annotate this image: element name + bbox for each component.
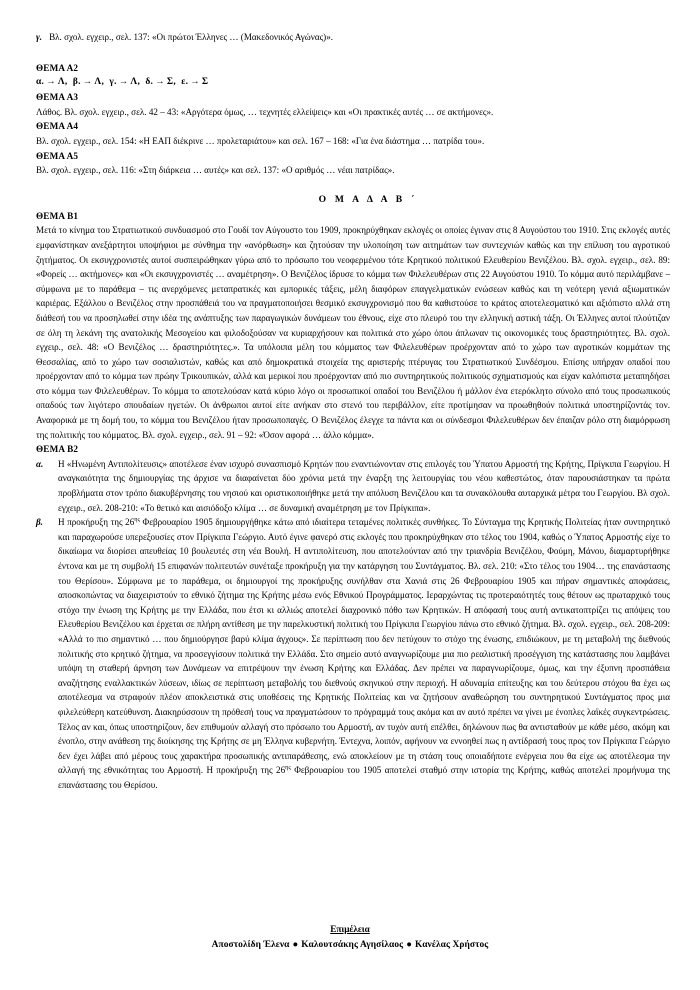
answer-item-gamma bbox=[36, 30, 670, 45]
a2-pair-2: γ. → Λ, bbox=[109, 77, 146, 88]
answer-item-marker: γ. bbox=[36, 32, 43, 42]
bullet-separator-icon: ● bbox=[406, 940, 412, 950]
section-text-a3: Λάθος. Βλ. σχολ. εγχειρ., σελ. 42 – 43: «Αργότερα όμως, … τεχνητές ελλείψεις» και «Οι πρακτικές αυτές … σε ακτήμονες». bbox=[36, 106, 494, 117]
a2-label-4: ε. bbox=[181, 77, 189, 88]
footer-name-1: Καλουτσάκης Αγησίλαος bbox=[301, 940, 404, 950]
section-heading-a3: ΘΕΜΑ Α3 bbox=[36, 92, 79, 103]
list-item-b2-alpha bbox=[36, 457, 670, 515]
section-heading-a2: ΘΕΜΑ Α2 bbox=[36, 62, 79, 73]
a2-value-1: Λ bbox=[94, 77, 102, 88]
a2-label-1: β. bbox=[72, 77, 81, 88]
footer-name-2: Κανέλας Χρήστος bbox=[415, 940, 489, 950]
a2-value-4: Σ bbox=[201, 77, 209, 88]
document-body bbox=[36, 30, 670, 793]
a2-pair-0: α. → Λ, bbox=[36, 77, 73, 88]
list-item-text bbox=[58, 515, 670, 792]
list-item-marker: β. bbox=[36, 517, 43, 528]
a2-label-3: δ. bbox=[145, 77, 154, 88]
spacer bbox=[36, 45, 670, 61]
arrow-icon: → bbox=[46, 77, 56, 88]
section-text-b1: Μετά το κίνημα του Στρατιωτικού συνδυασμού στο Γουδί τον Αύγουστο του 1909, προκηρύχθηκαν εκλογές οι οποίες έγιναν στις 8 Αυγούστου του 1910. Στις εκλογές αυτές εμφανίστηκαν ανεξάρτητοι υποψήφιοι με σύνθημα την «ανόρθωση» και ζητούσαν την υλοποίηση των αιτημάτων των συντεχνιών καθώς και την επίλυση του αγροτικού ζητήματος. Οι εκσυγχρονιστές αυτοί συσπειρώθηκαν γύρω από το πρόσωπο του νεοφερμένου τότε Κρητικού πολιτικού Ελευθερίου Βενιζέλου. Βλ. σχολ. εγχειρ., σελ. 89: «Φορείς … ακτήμονες» και «Οι εκσυγχρονιστές … αναμέτρηση». Ο Βενιζέλος ίδρυσε το κόμμα των Φιλελευθέρων στις 22 Αυγούστου 1910. Το κόμμα αυτό περιλάμβανε – σύμφωνα με το παράθεμα – τις ανερχόμενες μεταπρατικές και εμπορικές τάξεις, μέλη διαφόρων επαγγελματικών ενώσεων καθώς και τη νεότερη γενιά αξιωματικών καριέρας. Εξάλλου ο Βενιζέλος στην προσπάθειά του να πραγματοποιήσει θεσμικό εκσυγχρονισμό που θα καθιστούσε το κράτος αποτελεσματικό και αξιόπιστο αλλά στη διάθεσή του να προσηλωθεί στην ιδέα της ανάπτυξης των παραγωγικών δυνάμεων του έθνους, είχε στο πλευρό του την ελληνική αστική τάξη. Οι Έλληνες αυτοί πλούτιζαν σε όλη τη λεκάνη της ανατολικής Μεσογείου και φιλοδοξούσαν να κυριαρχήσουν και πολιτικά στο χώρο όπου άπλωναν τις οικονομικές τους δραστηριότητες. Βλ. σχολ. εγχειρ., σελ. 48: «Ο Βενιζέλος … δραστηριότητες.». Τα υπόλοιπα μέλη του κόμματος των Φιλελευθέρων προέρχονταν από το χώρο των αγροτικών κομμάτων της Θεσσαλίας, από το χώρο των σοσιαλιστών, καθώς και από δημοκρατικά στοιχεία της αριστερής πτέρυγας του Στρατιωτικού Συνδέσμου. Επίσης υπήρχαν οπαδοί που προέρχονταν από το κόμμα των πρώην Τρικουπικών, αλλά και μερικοί που προέρχονταν από πιο συντηρητικούς πολιτικούς σχηματισμούς και είχαν καλόπιστα μεταπηδήσει στο κόμμα των Φιλελευθέρων. Το κόμμα το αποτελούσαν κατά κύριο λόγο οι προσωπικοί οπαδοί του Βενιζέλου ή μάλλον ένα ετερόκλητο σύνολο από τους προσωπικούς οπαδούς των λιγότερο σπουδαίων ηγετών. Οι άνθρωποι αυτοί είτε ανήκαν στο στενό του περιβάλλον, είτε προτίμησαν να προωθηθούν πολιτικά υποστηρίζοντάς τον. Αναφορικά με τη δομή του, το κόμμα του Βενιζέλου ήταν προσωποπαγές. Ο Βενιζέλος έλεγχε τα πάντα και οι σύνδεσμοι Φιλελευθέρων δεν έπαιζαν ρόλο στη διαμόρφωση της πολιτικής του κόμματος. Βλ. σχολ. εγχειρ., σελ. 91 – 92: «Όσον αφορά … άλλο κόμμα». bbox=[36, 225, 670, 440]
bullet-separator-icon: ● bbox=[292, 940, 299, 950]
a2-pair-4 bbox=[181, 77, 208, 87]
spacer bbox=[36, 178, 670, 194]
arrow-icon: → bbox=[118, 77, 129, 88]
footer-names bbox=[0, 937, 700, 953]
section-heading-b1: ΘΕΜΑ Β1 bbox=[36, 210, 79, 221]
answer-row-a2 bbox=[36, 75, 670, 90]
answer-item-text: Βλ. σχολ. εγχειρ., σελ. 137: «Οι πρώτοι Έλληνες … (Μακεδονικός Αγώνας)». bbox=[49, 32, 334, 42]
arrow-icon: → bbox=[190, 77, 200, 88]
section-heading-b2: ΘΕΜΑ Β2 bbox=[36, 444, 79, 455]
footer-name-0: Αποστολίδη Έλενα bbox=[211, 940, 290, 950]
a2-value-3: Σ bbox=[166, 77, 174, 88]
a2-label-2: γ. bbox=[109, 77, 117, 88]
footer-title: Επιμέλεια bbox=[330, 924, 370, 934]
section-text-a5: Βλ. σχολ. εγχειρ., σελ. 116: «Στη διάρκεια … αυτές» και σελ. 137: «Ο αριθμός … νέαι πατρίδας». bbox=[36, 165, 395, 176]
section-heading-a5: ΘΕΜΑ Α5 bbox=[36, 150, 79, 161]
arrow-icon: → bbox=[82, 77, 93, 88]
list-item-text: Η «Ηνωμένη Αντιπολίτευσις» αποτέλεσε έναν ισχυρό συνασπισμό Κρητών που εναντιώνονταν στις επιλογές του Ύπατου Αρμοστή της Κρήτης, Πρίγκιπα Γεωργίου. Η αναγκαιότητα της δημιουργίας της άρχισε να διαφαίνεται δύο χρόνια μετά την έναρξη της λειτουργίας του νέου καθεστώτος, όταν παρουσιάστηκαν τα πρώτα προβλήματα στον τρόπο διακυβέρνησης του νησιού και οριστικοποιήθηκε μετά την απόλυση Βενιζέλου και τα συνακόλουθα αυταρχικά μέτρα του Γεωργίου. Βλ σχολ. εγχειρ., σελ. 208-210: «Το θετικό και αισιόδοξο κλίμα … σε δυναμική αναμέτρηση με τον Πρίγκιπα». bbox=[58, 458, 670, 513]
arrow-icon: → bbox=[155, 77, 165, 88]
a2-label-0: α. bbox=[36, 77, 45, 88]
ordinal-suffix: ης bbox=[285, 764, 291, 772]
a2-pair-3: δ. → Σ, bbox=[145, 77, 182, 88]
section-text-a4: Βλ. σχολ. εγχειρ., σελ. 154: «Η ΕΑΠ διέκρινε … προλεταριάτου» και σελ. 167 – 168: «Για ένα διάστημα … πατρίδα του». bbox=[36, 135, 485, 146]
b2-beta-text-pre: Η προκήρυξη της 26 bbox=[58, 517, 135, 528]
list-item-b2-beta bbox=[36, 515, 670, 792]
a2-pair-1: β. → Λ, bbox=[72, 77, 110, 88]
footer bbox=[0, 922, 700, 953]
b2-beta-text-post: Φεβρουαρίου 1905 δημιουργήθηκε κάτω από ιδιαίτερα τεταμένες πολιτικές συνθήκες. Το Σύνταγμα της Κρητικής Πολιτείας ήταν συντηρητικό και παραχωρούσε υπερεξουσίες στον Πρίγκιπα Γεώργιο. Αυτό έγινε φανερό στις εκλογές που προκηρύχθηκαν στο τέλος του 1904, καθώς ο Ύπατος Αρμοστής είχε το δικαίωμα να διορίσει απευθείας 10 βουλευτές στη νέα Βουλή. Η αντιπολίτευση, που αποτελούνταν από την τριανδρία Βενιζέλου, Φούμη, Μάνου, διαμαρτυρήθηκε έντονα και με τη συμβολή 15 επιφανών πολιτευτών συνέταξε προκήρυξη για την κατάργηση του Συντάγματος. Βλ. σελ. 210: «Στο τέλος του 1904… της επανάστασης του Θερίσου». Σύμφωνα με το παράθεμα, οι δημιουργοί της προκήρυξης συνήλθαν στα Χανιά στις 26 Φεβρουαρίου 1905 και πήραν σημαντικές αποφάσεις, αποσκοπώντας να διαχειριστούν το εθνικό ζήτημα της Κρήτης μέσω ενός Εθνικού Προγράμματος. Ιεραρχώντας τις προτεραιότητές τους θέτουν ως πρωταρχικό τους στόχο την ένωση της Κρήτης με την Ελλάδα, που έτσι κι αλλιώς αποτελεί διαχρονικό πόθο των Κρητικών. Η απόφασή τους αυτή αντικατοπτρίζει τις απόψεις του Ελευθερίου Βενιζέλου και έρχεται σε πλήρη αντίθεση με την παρελκυστική πολιτική του Πρίγκιπα Γεωργίου πάνω στο εθνικό ζήτημα. Βλ. σχολ. εγχειρ., σελ. 208-209: «Αλλά το πιο σημαντικό … που δημιούργησε βαρύ κλίμα άγχους». Σε περίπτωση που δεν πετύχουν το στόχο της ένωσης, επιδιώκουν, με τη μεταβολή της διεθνούς πολιτικής στο κρητικό ζήτημα, να προσεγγίσουν πολιτικά την Ελλάδα. Στο σημείο αυτό αναγνωρίζουμε μια πιο ρεαλιστική προσέγγιση της κατάστασης που λαμβάνει υπόψη τη σταθερή άρνηση των Δυνάμεων να επιτρέψουν την ένωση Κρήτης και Ελλάδας. Δεν πρέπει να παραγνωρίζουμε, όμως, και την έξυπνη προσπάθεια αναζήτησης εναλλακτικών λύσεων, ιδίως σε περίπτωση μεταβολής του διεθνούς σκηνικού στην περιοχή. Η αδυναμία επίτευξης και του δεύτερου στόχου θα έχει ως αποτέλεσμα να στραφούν πλέον αποκλειστικά στις υποθέσεις της Κρητικής Πολιτείας και να ζητήσουν αναθεώρηση του συντηρητικού Συντάγματος προς μια φιλελεύθερη κατεύθυνση. Διακηρύσσουν τη πρόθεσή τους να πραγματώσουν το πρόγραμμά τους ακόμα και αν αυτό πρέπει να γίνει με ένοπλες λαϊκές συγκεντρώσεις. Τέλος αν και, όπως υποστηρίζουν, δεν επιθυμούν αλλαγή στο πρόσωπο του Αρμοστή, αν τυχόν αυτή επέλθει, δηλώνουν πως θα αντισταθούν με κάθε μέσο, ακόμη και ένοπλο, στην ανάθεση της διοίκησης της Κρήτης σε μη Έλληνα κυβερνήτη. Έντεχνα, λοιπόν, αφήνουν να εννοηθεί πως η αντίδρασή τους προς τον Πρίγκιπα Γεώργιο δεν έχει λάβει από μέρους τους χαρακτήρα προσωπικής αντιπαράθεσης, ενώ αποκλείουν με τη στάση τους οποιαδήποτε ενέργεια που θα είχε ως αποτέλεσμα την αλλαγή της εθνικότητας του Αρμοστή. Η προκήρυξη της 26 bbox=[58, 517, 670, 776]
a2-value-0: Λ bbox=[57, 77, 65, 88]
a2-value-2: Λ bbox=[130, 77, 138, 88]
b2-beta-text-tail: Φεβρουαρίου του 1905 αποτελεί σταθμό στην ιστορία της Κρήτης, καθώς αποτελεί προμήνυμα της επανάστασης του Θερίσου. bbox=[58, 765, 670, 790]
group-title: Ο Μ Α Δ Α Β ΄ bbox=[318, 193, 418, 205]
section-heading-a4: ΘΕΜΑ Α4 bbox=[36, 121, 79, 132]
list-item-marker: α. bbox=[36, 458, 44, 469]
ordinal-suffix: ης bbox=[134, 516, 140, 524]
